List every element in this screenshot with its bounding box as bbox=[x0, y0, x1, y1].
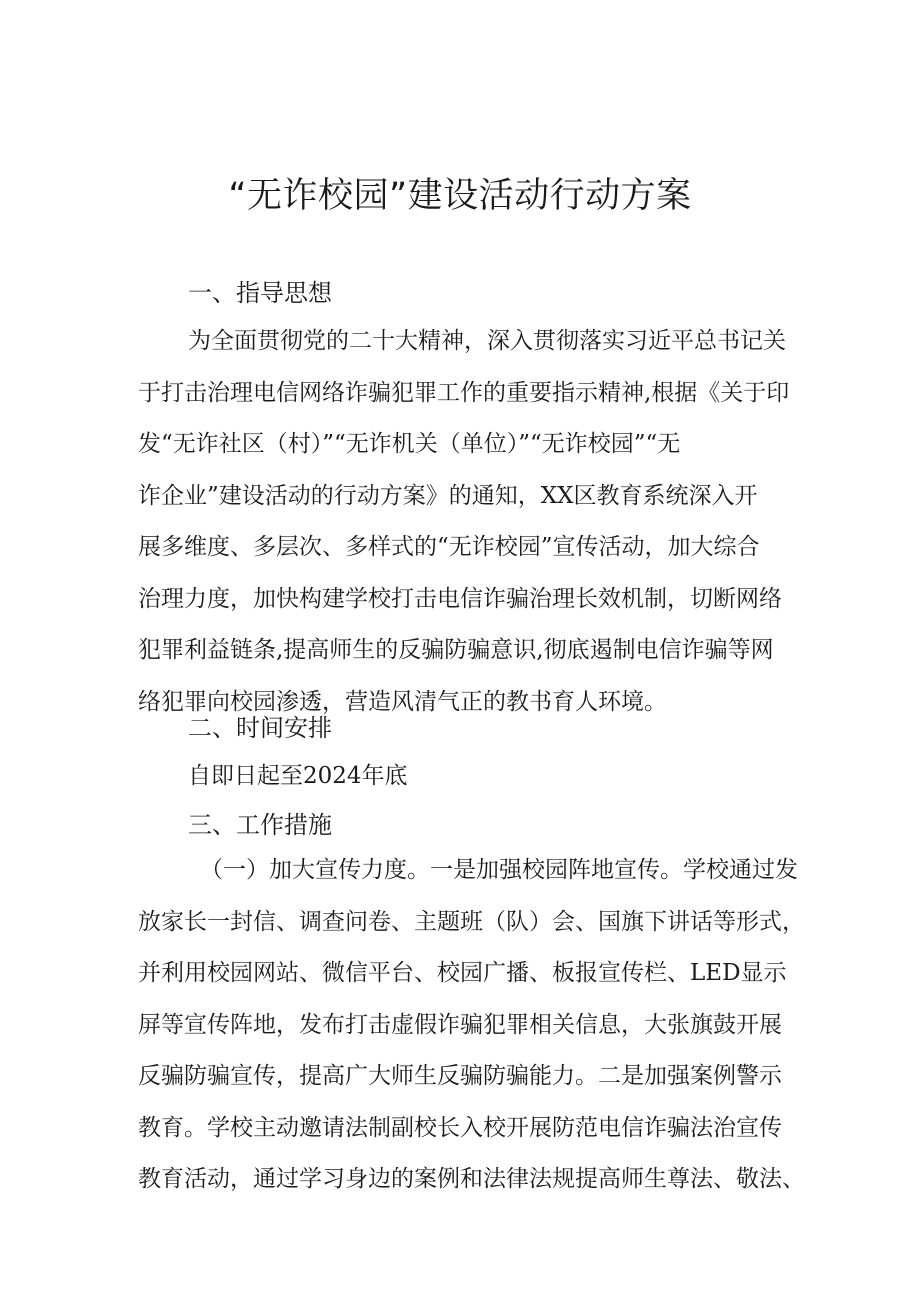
paragraph-line: 教育活动，通过学习身边的案例和法律法规提高师生尊法、敬法、 bbox=[138, 1166, 805, 1192]
paragraph-line: 诈企业”建设活动的行动方案》的通知，XX区教育系统深入开 bbox=[138, 482, 758, 509]
paragraph-line: 屏等宣传阵地，发布打击虚假诈骗犯罪相关信息，大张旗鼓开展 bbox=[138, 1011, 782, 1038]
paragraph-line: 发“无诈社区（村）”“无诈机关（单位）”“无诈校园”“无 bbox=[138, 431, 681, 457]
paragraph-line: 教育。学校主动邀请法制副校长入校开展防范电信诈骗法治宣传 bbox=[138, 1114, 782, 1141]
paragraph-line: 治理力度，加快构建学校打击电信诈骗治理长效机制，切断网络 bbox=[138, 585, 782, 612]
paragraph-line: 反骗防骗宣传，提高广大师生反骗防骗能力。二是加强案例警示 bbox=[138, 1063, 782, 1089]
paragraph-line: 放家长一封信、调查问卷、主题班（队）会、国旗下讲话等形式， bbox=[138, 908, 805, 935]
paragraph-line: 展多维度、多层次、多样式的“无诈校园”宣传活动，加大综合 bbox=[138, 534, 760, 560]
section-body-guiding-ideology bbox=[138, 316, 792, 728]
paragraph-line: 络犯罪向校园渗透，营造风清气正的教书育人环境。 bbox=[138, 688, 667, 715]
section-heading-schedule: 二、时间安排 bbox=[188, 714, 332, 742]
section-heading-work-measures: 三、工作措施 bbox=[188, 811, 332, 839]
paragraph-line: （一）加大宣传力度。一是加强校园阵地宣传。学校通过发 bbox=[200, 857, 798, 883]
section-heading-guiding-ideology: 一、指导思想 bbox=[188, 279, 332, 307]
paragraph-line: 并利用校园网站、微信平台、校园广播、板报宣传栏、LED显示 bbox=[138, 960, 787, 986]
section-body-work-measures bbox=[138, 845, 805, 1206]
paragraph-line: 为全面贯彻党的二十大精神，深入贯彻落实习近平总书记关 bbox=[188, 328, 786, 354]
section-body-schedule: 自即日起至2024年底 bbox=[188, 763, 408, 789]
paragraph-line: 犯罪利益链条,提高师生的反骗防骗意识,彻底遏制电信诈骗等网 bbox=[138, 637, 774, 663]
document-title: “无诈校园”建设活动行动方案 bbox=[228, 176, 692, 216]
paragraph-line: 于打击治理电信网络诈骗犯罪工作的重要指示精神,根据《关于印 bbox=[138, 379, 790, 406]
